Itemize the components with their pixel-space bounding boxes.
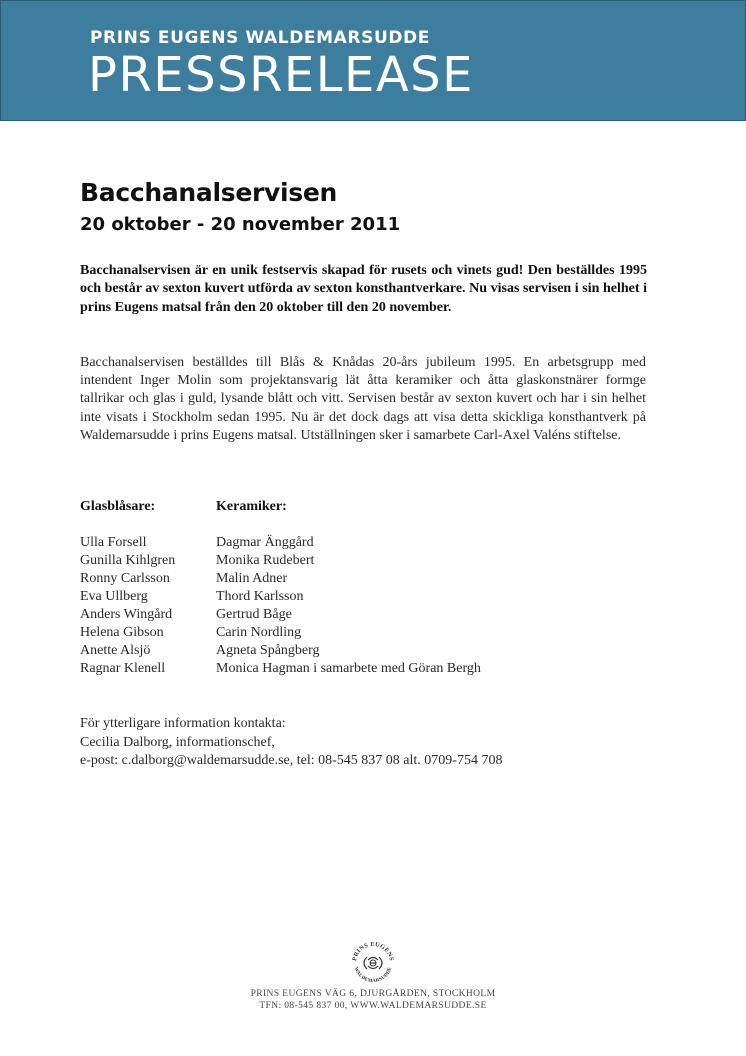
glassblower-name: Helena Gibson [80, 625, 164, 640]
contact-details: e-post: c.dalborg@waldemarsudde.se, tel: 08-545 837 08 alt. 0709-754 708 [80, 753, 503, 768]
ceramicists-list [216, 534, 481, 678]
contact-intro: För ytterligare information kontakta: [80, 716, 286, 731]
ceramicists-heading: Keramiker: [216, 499, 287, 514]
svg-text:PRINS EUGENS [351, 941, 395, 962]
seal-bottom-text: WALDEMARSUDDE [352, 966, 394, 985]
ceramicist-name: Malin Adner [216, 571, 288, 586]
footer-address: PRINS EUGENS VÄG 6, DJURGÅRDEN, STOCKHOLM [250, 989, 496, 999]
header-band [0, 0, 746, 121]
ceramicist-name: Monika Rudebert [216, 553, 315, 568]
document-type-heading: PRESSRELEASE [88, 47, 474, 103]
press-release-title: Bacchanalservisen [80, 178, 338, 207]
glassblowers-column [80, 498, 175, 678]
contact-info [80, 715, 502, 771]
ceramicist-name: Gertrud Båge [216, 607, 292, 622]
footer-phone-web: TFN: 08-545 837 00, WWW.WALDEMARSUDDE.SE [259, 1001, 487, 1011]
lead-paragraph: Bacchanalservisen är en unik festservis skapad för rusets och vinets gud! Den beställdes 1995 och består av sexton kuvert utförda av sexton konsthantverkare. Nu visas servisen i sin helhet i prins Eugens matsal från den 20 oktober till den 20 november. [80, 263, 647, 315]
glassblower-name: Anders Wingård [80, 607, 173, 622]
glassblower-name: Gunilla Kihlgren [80, 553, 176, 568]
ceramicist-name: Dagmar Änggård [216, 535, 314, 550]
ceramicist-name: Agneta Spångberg [216, 643, 320, 658]
ceramicist-name: Monica Hagman i samarbete med Göran Bergh [216, 661, 481, 676]
body-paragraph: Bacchanalservisen beställdes till Blås & Knådas 20-års jubileum 1995. En arbetsgrupp med intendent Inger Molin som projektansvarig lät åtta keramiker och åtta glaskonstnärer formge tallrikar och glas i guld, lysande blått och vitt. Servisen består av sexton kuvert och har i sin helhet inte visats i Stockholm sedan 1995. Nu är det dock dags att visa detta skickliga konsthantverk på Waldemarsudde i prins Eugens matsal. Utställningen sker i samarbete Carl-Axel Valéns stiftelse. [80, 355, 646, 443]
ceramicists-column [216, 498, 481, 678]
organization-name: PRINS EUGENS WALDEMARSUDDE [90, 28, 430, 48]
footer [0, 988, 746, 1012]
glassblower-name: Ulla Forsell [80, 535, 147, 550]
glassblower-name: Eva Ullberg [80, 589, 148, 604]
seal-top-text: PRINS EUGENS [351, 940, 395, 962]
glassblower-name: Ragnar Klenell [80, 661, 166, 676]
glassblower-name: Anette Alsjö [80, 643, 151, 658]
exhibition-dates: 20 oktober - 20 november 2011 [80, 214, 401, 235]
glassblowers-list [80, 534, 175, 678]
ceramicist-name: Thord Karlsson [216, 589, 304, 604]
glassblower-name: Ronny Carlsson [80, 571, 170, 586]
glassblowers-heading: Glasblåsare: [80, 499, 156, 514]
waldemarsudde-seal-icon [348, 938, 398, 988]
contact-person: Cecilia Dalborg, informationschef, [80, 734, 275, 750]
ceramicist-name: Carin Nordling [216, 625, 302, 640]
